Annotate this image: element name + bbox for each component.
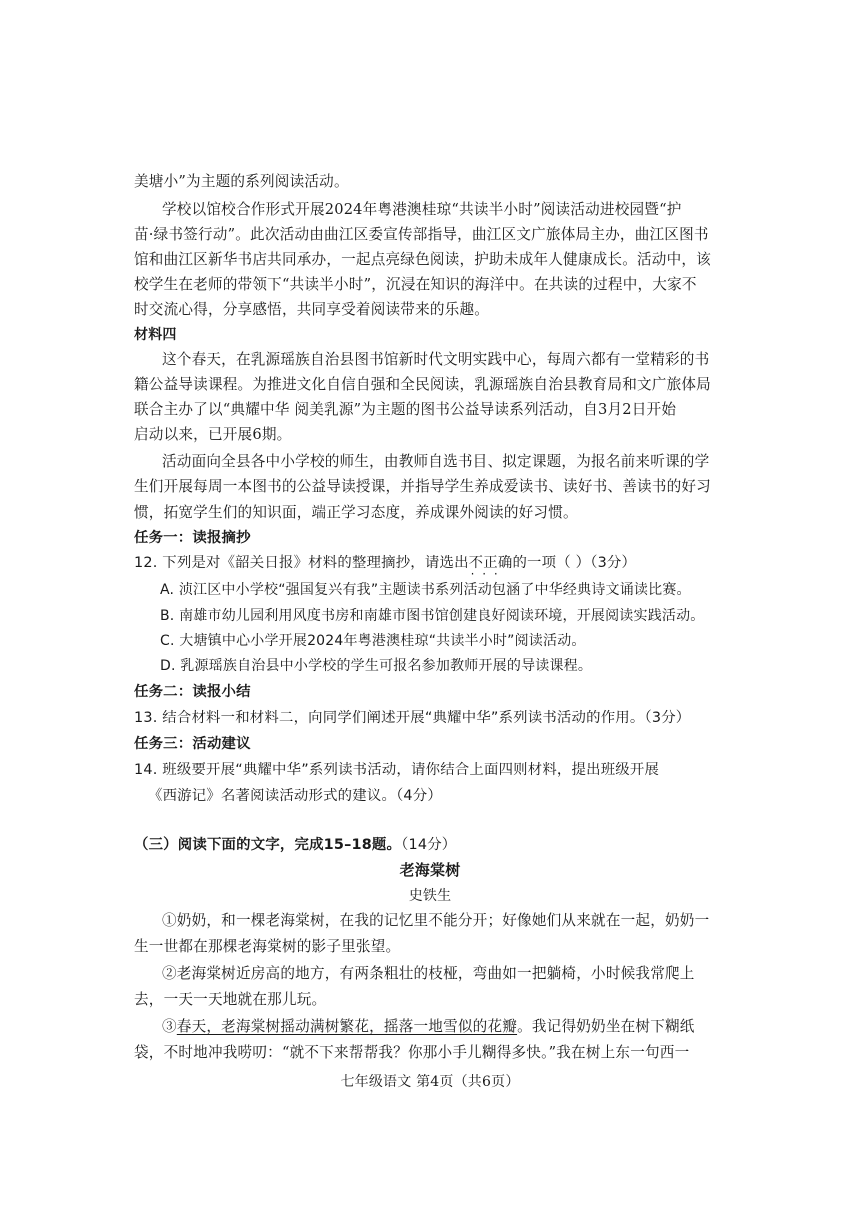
paragraph-line: 袋，不时地冲我唠叨：“就不下来帮帮我？你那小手儿糊得多快。”我在树上东一句西一: [134, 1044, 690, 1061]
question-14-continued: 《西游记》名著阅读活动形式的建议。（4分）: [148, 788, 442, 804]
continued-line: 美塘小”为主题的系列阅读活动。: [134, 173, 349, 190]
option-c: C. 大塘镇中心小学开展2024年粤港澳桂琼“共读半小时”阅读活动。: [160, 633, 586, 649]
paragraph-line: 这个春天，在乳源瑶族自治县图书馆新时代文明实践中心，每周六都有一堂精彩的书: [162, 351, 710, 368]
question-14: 14. 班级要开展“典耀中华”系列读书活动，请你结合上面四则材料，提出班级开展: [134, 762, 660, 778]
question-12: [134, 553, 636, 573]
material4-heading: 材料四: [134, 327, 177, 343]
question-12-suffix: 的一项（ ）（3分）: [512, 555, 637, 571]
paragraph-line: ①奶奶，和一棵老海棠树，在我的记忆里不能分开；好像她们从来就在一起，奶奶一: [162, 912, 710, 929]
story-title: 老海棠树: [399, 861, 461, 879]
question-13: 13. 结合材料一和材料二，向同学们阐述开展“典耀中华”系列读书活动的作用。（3分）: [134, 710, 691, 726]
story-author: 史铁生: [408, 888, 452, 904]
option-b: B. 南雄市幼儿园利用风度书房和南雄市图书馆创建良好阅读环境，开展阅读实践活动。: [160, 608, 705, 624]
paragraph-number: ③: [162, 1018, 177, 1035]
paragraph-line: [162, 1017, 695, 1037]
paragraph-line: 启动以来，已开展6期。: [134, 426, 292, 443]
paragraph-text: 。我记得奶奶坐在树下糊纸: [517, 1018, 695, 1035]
underlined-sentence: 春天，老海棠树摇动满树繁花，摇落一地雪似的花瓣: [176, 1018, 518, 1035]
section3-score: （14分）: [401, 837, 457, 853]
paragraph-line: 学校以馆校合作形式开展2024年粤港澳桂琼“共读半小时”阅读活动进校园暨“护: [162, 201, 682, 218]
task2-heading: 任务二：读报小结: [134, 684, 251, 700]
option-a: A. 浈江区中小学校“强国复兴有我”主题读书系列活动包涵了中华经典诗文诵读比赛。: [160, 582, 691, 598]
paragraph-line: 籍公益导读课程。为推进文化自信自强和全民阅读，乳源瑶族自治县教育局和文广旅体局: [134, 376, 711, 393]
paragraph-line: 校学生在老师的带领下“共读半小时”，沉浸在知识的海洋中。在共读的过程中，大家不: [134, 276, 697, 293]
paragraph-line: 生们开展每周一本图书的公益导读授课，并指导学生养成爱读书、读好书、善读书的好习: [134, 478, 711, 495]
paragraph-line: ②老海棠树近房高的地方，有两条粗壮的枝桠，弯曲如一把躺椅，小时候我常爬上: [162, 965, 695, 982]
paragraph-line: 时交流心得，分享感悟，共同享受着阅读带来的乐趣。: [134, 301, 490, 318]
task3-heading: 任务三：活动建议: [134, 736, 251, 752]
paragraph-line: 馆和曲江区新华书店共同承办，一起点亮绿色阅读，护助未成年人健康成长。活动中，该: [134, 251, 711, 268]
paragraph-line: 去，一天一天地就在那儿玩。: [134, 991, 327, 1008]
section3-heading-line: [134, 835, 456, 855]
paragraph-line: 惯，拓宽学生们的知识面，端正学习态度，养成课外阅读的好习惯。: [134, 504, 578, 521]
paragraph-line: 苗·绿书签行动”。此次活动由曲江区委宣传部指导，曲江区文广旅体局主办，曲江区图书: [134, 226, 709, 243]
task1-heading: 任务一：读报摘抄: [134, 530, 251, 546]
paragraph-line: 联合主办了以“典耀中华 阅美乳源”为主题的图书公益导读系列活动，自3月2日开始: [134, 401, 677, 418]
question-12-prefix: 12. 下列是对《韶关日报》材料的整理摘抄，请选出: [134, 555, 469, 571]
option-d: D. 乳源瑶族自治县中小学校的学生可报名参加教师开展的导读课程。: [160, 658, 593, 674]
paragraph-line: 生一世都在那棵老海棠树的影子里张望。: [134, 938, 401, 955]
emphasis-not-correct: 不正确 · · ·: [469, 553, 513, 573]
paragraph-line: 活动面向全县各中小学校的师生，由教师自选书目、拟定课题，为报名前来听课的学: [162, 453, 710, 470]
section3-heading: （三）阅读下面的文字，完成15–18题。: [134, 837, 402, 853]
page-footer: 七年级语文 第4页（共6页）: [340, 1074, 520, 1090]
